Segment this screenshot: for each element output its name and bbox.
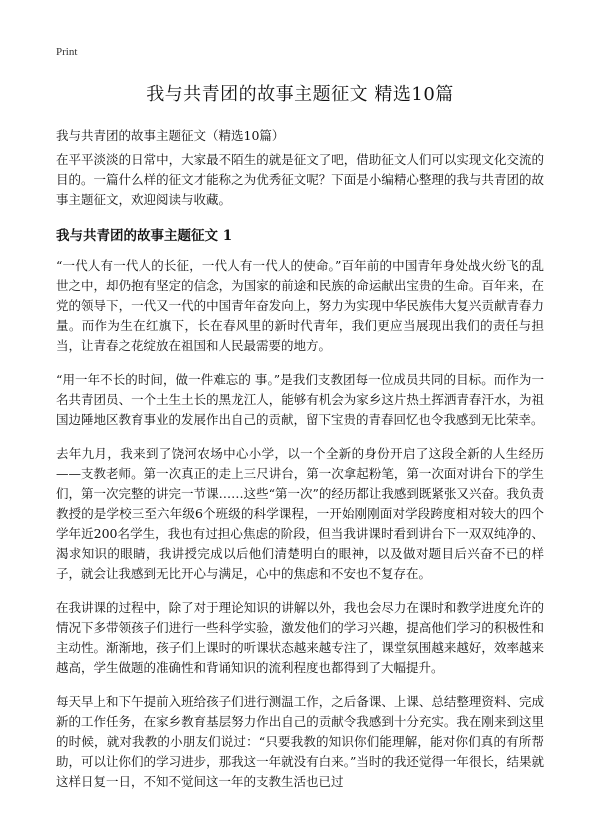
section-heading: 我与共青团的故事主题征文 1 [56,228,233,244]
paragraph-5: 每天早上和下午提前入班给孩子们进行测温工作，之后备课、上课、总结整理资料、完成新的工作任务，在家乡教育基层努力作出自己的贡献令我感到十分充实。我在刚来到这里的时候，就对我教的小朋友们说过：“只要我教的知识你们能理解，能对你们真的有所帮助，可以让你们的学习进步，那我这一年就没有白来。”当时的我还觉得一年很长，结果就这样日复一日，不知不觉间这一年的支教生活也已过 [56,694,544,789]
intro-paragraph: 在平平淡淡的日常中，大家最不陌生的就是征文了吧，借助征文人们可以实现文化交流的目的。一篇什么样的征文才能称之为优秀征文呢？下面是小编精心整理的我与共青团的故事主题征文，欢迎阅读与收藏。 [56,152,544,207]
page-title: 我与共青团的故事主题征文 精选10篇 [146,84,454,105]
print-link[interactable]: Print [56,46,78,58]
subtitle: 我与共青团的故事主题征文（精选10篇） [56,128,285,143]
article-body [56,150,544,806]
paragraph-4: 在我讲课的过程中，除了对于理论知识的讲解以外，我也会尽力在课时和教学进度允许的情况下多带领孩子们进行一些科学实验，激发他们的学习兴趣，提高他们学习的积极性和主动性。渐渐地，孩子们上课时的听课状态越来越专注了，课堂氛围越来越好，效率越来越高，学生做题的准确性和背诵知识的流利程度也都得到了大幅提升。 [56,600,544,675]
paragraph-2: “用一年不长的时间，做一件难忘的 事。”是我们支教团每一位成员共同的目标。而作为一名共青团员、一个土生土长的黑龙江人，能够有机会为家乡这片热土挥洒青春汗水，为祖国边陲地区教育事业的发展作出自己的贡献，留下宝贵的青春回忆也令我感到无比荣幸。 [56,372,544,427]
paragraph-3: 去年九月，我来到了饶河农场中心小学，以一个全新的身份开启了这段全新的人生经历——支教老师。第一次真正的走上三尺讲台，第一次拿起粉笔，第一次面对讲台下的学生们，第一次完整的讲完一节课……这些“第一次”的经历都让我感到既紧张又兴奋。我负责教授的是学校三至六年级6个班级的科学课程，一开始刚刚面对学段跨度相对较大的四个学年近200名学生，我也有过担心焦虑的阶段，但当我讲课时看到讲台下一双双纯净的、渴求知识的眼睛，我讲授完成以后他们清楚明白的眼神，以及做对题目后兴奋不已的样子，就会让我感到无比开心与满足，心中的焦虑和不安也不复存在。 [56,446,544,581]
paragraph-1: “一代人有一代人的长征，一代人有一代人的使命。”百年前的中国青年身处战火纷飞的乱世之中，却仍抱有坚定的信念，为国家的前途和民族的命运献出宝贵的生命。百年来，在党的领导下，一代又一代的中国青年奋发向上，努力为实现中华民族伟大复兴贡献青春力量。而作为生在红旗下，长在春风里的新时代青年，我们更应当展现出我们的责任与担当，让青春之花绽放在祖国和人民最需要的地方。 [56,258,544,353]
